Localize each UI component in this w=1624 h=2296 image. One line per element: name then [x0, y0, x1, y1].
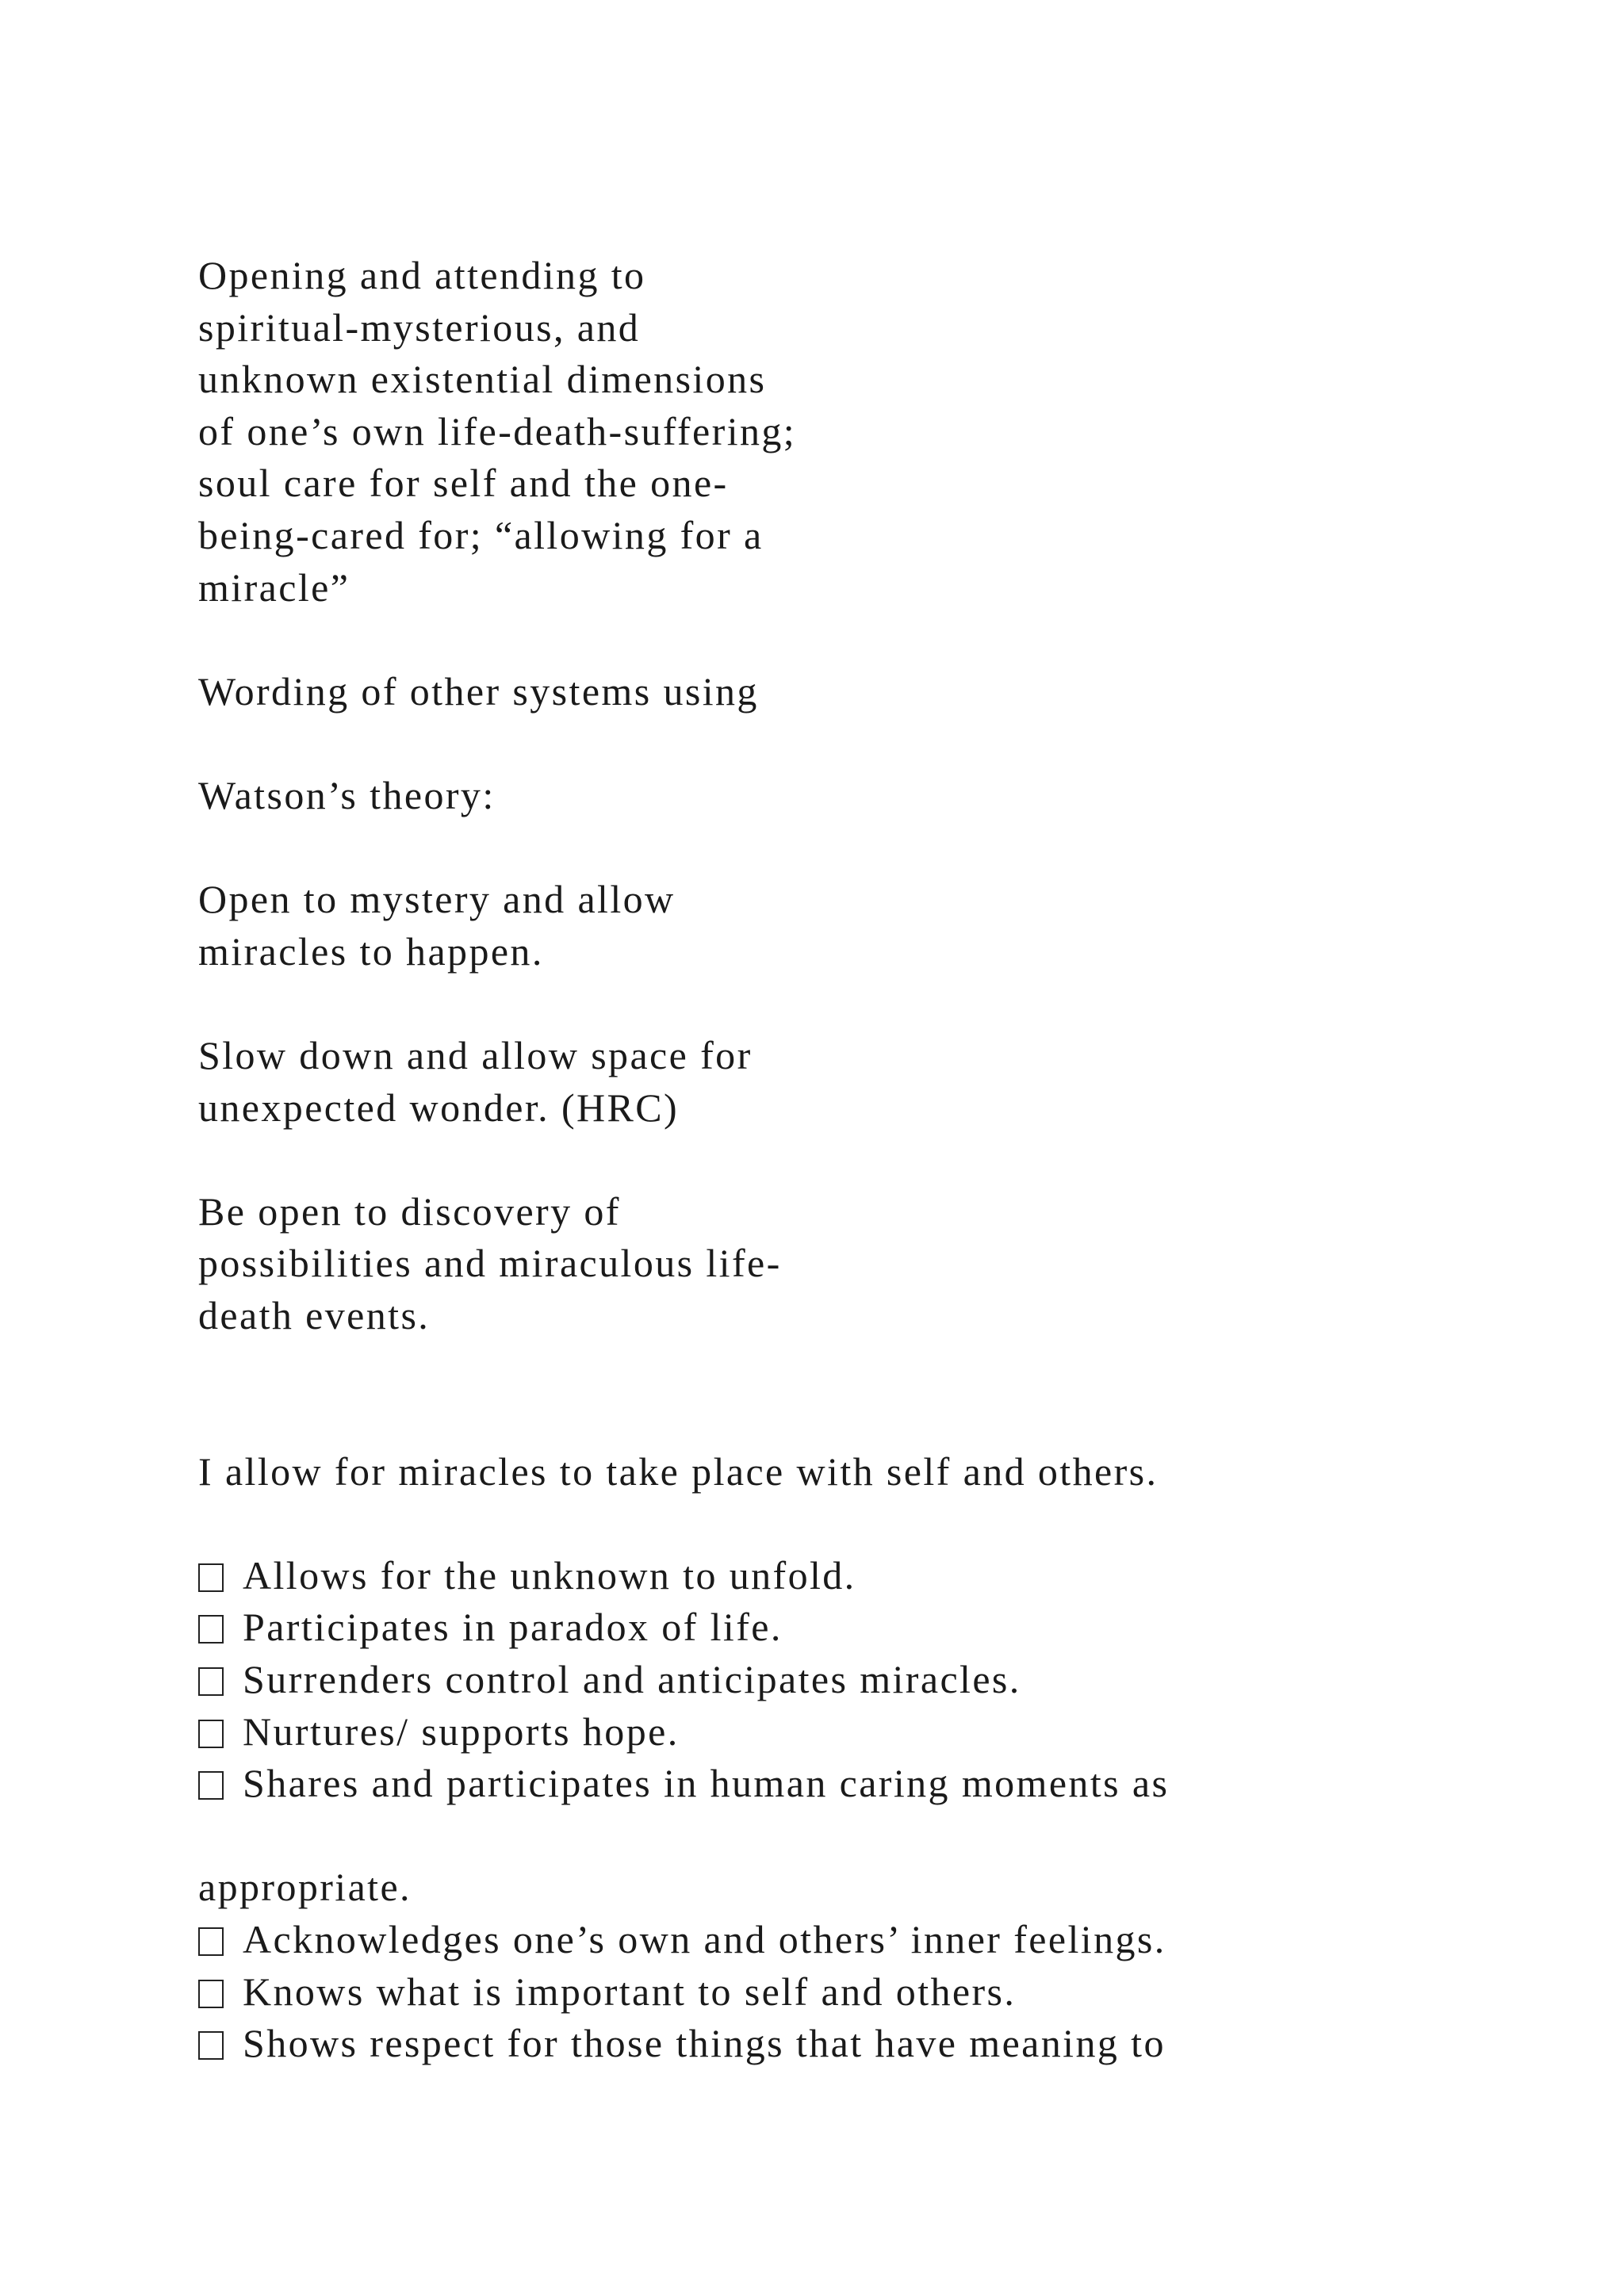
spacer — [198, 822, 1546, 874]
checkbox-glyph-icon — [198, 1980, 224, 2008]
spacer — [198, 1394, 1546, 1446]
text-line: death events. — [198, 1292, 431, 1337]
text-line: possibilities and miraculous life- — [198, 1241, 782, 1286]
checkbox-glyph-icon — [198, 1927, 224, 1956]
paragraph-open-to-discovery — [198, 1186, 1546, 1342]
checkbox-glyph-icon — [198, 1667, 224, 1696]
text-line: miracles to happen. — [198, 928, 544, 974]
list-item-text: Nurtures/ supports hope. — [243, 1709, 680, 1754]
spacer — [198, 1498, 1546, 1550]
spacer — [198, 718, 1546, 770]
spacer — [198, 1810, 1546, 1862]
text-line: being-cared for; “allowing for a — [198, 512, 764, 557]
list-item — [198, 1550, 1546, 1602]
wording-heading-continued: Watson’s theory: — [198, 772, 496, 817]
list-item-text: Knows what is important to self and others. — [243, 1969, 1017, 2014]
self-statement: I allow for miracles to take place with self and others. — [198, 1448, 1159, 1494]
caritas-process-description — [198, 250, 1546, 614]
checkbox-glyph-icon — [198, 1563, 224, 1592]
paragraph-open-to-mystery — [198, 874, 1546, 978]
spacer — [198, 1134, 1546, 1186]
list-item-continuation: appropriate. — [198, 1865, 412, 1910]
bullet-list-behaviors-continued — [198, 1914, 1546, 2070]
list-item — [198, 1706, 1546, 1758]
spacer — [198, 1341, 1546, 1394]
text-line: spiritual-mysterious, and — [198, 304, 641, 350]
text-line: Be open to discovery of — [198, 1188, 621, 1234]
list-item — [198, 2018, 1546, 2070]
checkbox-glyph-icon — [198, 1720, 224, 1748]
paragraph-slow-down — [198, 1030, 1546, 1134]
text-line: Opening and attending to — [198, 253, 646, 297]
spacer — [198, 978, 1546, 1030]
checkbox-glyph-icon — [198, 2031, 224, 2060]
document-body — [198, 250, 1546, 2070]
list-item — [198, 1654, 1546, 1706]
checkbox-glyph-icon — [198, 1771, 224, 1800]
text-line: Slow down and allow space for — [198, 1032, 753, 1077]
bullet-list-behaviors — [198, 1550, 1546, 1810]
list-item-text: Surrenders control and anticipates miracles. — [243, 1657, 1021, 1702]
spacer — [198, 614, 1546, 666]
checkbox-glyph-icon — [198, 1615, 224, 1644]
text-line: unexpected wonder. (HRC) — [198, 1085, 680, 1130]
list-item-text: Shows respect for those things that have meaning to — [243, 2021, 1166, 2066]
list-item — [198, 1758, 1546, 1810]
wording-heading: Wording of other systems using — [198, 668, 759, 714]
list-item-text: Participates in paradox of life. — [243, 1605, 783, 1650]
list-item — [198, 1914, 1546, 1966]
list-item-text: Acknowledges one’s own and others’ inner feelings. — [243, 1917, 1166, 1961]
list-item-text: Shares and participates in human caring moments as — [243, 1761, 1170, 1806]
text-line: soul care for self and the one- — [198, 461, 729, 506]
text-line: unknown existential dimensions — [198, 357, 767, 402]
list-item — [198, 1601, 1546, 1654]
list-item — [198, 1966, 1546, 2019]
text-line: of one’s own life-death-suffering; — [198, 408, 797, 453]
list-item-text: Allows for the unknown to unfold. — [243, 1552, 856, 1598]
text-line: Open to mystery and allow — [198, 877, 676, 922]
text-line: miracle” — [198, 564, 350, 610]
